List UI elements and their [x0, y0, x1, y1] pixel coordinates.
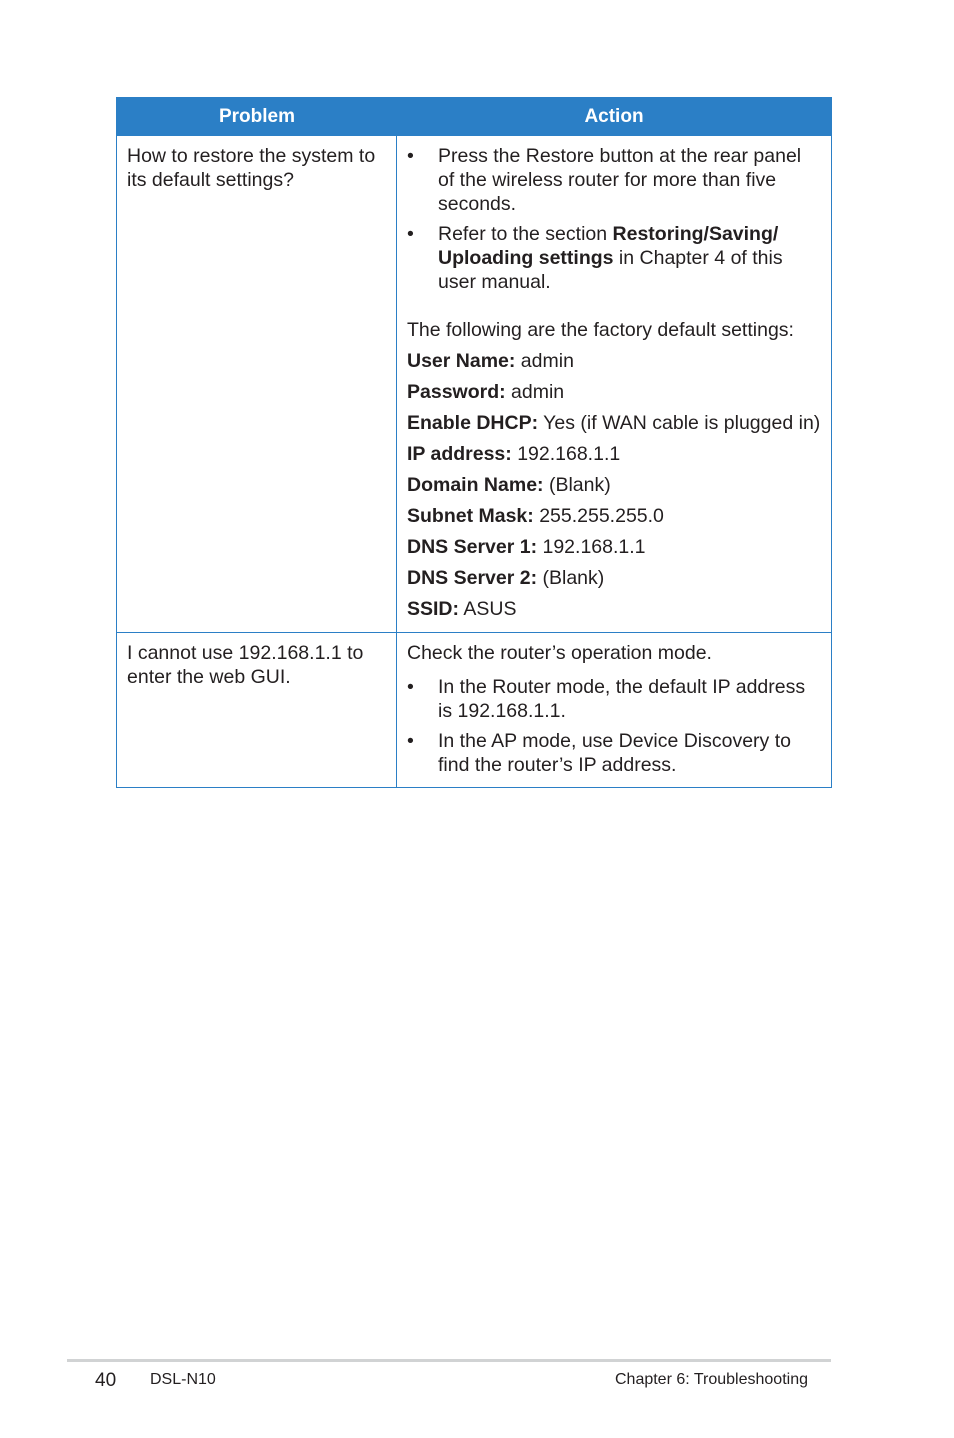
setting-label: Password:	[407, 381, 506, 403]
setting-value: Yes (if WAN cable is plugged in)	[538, 412, 821, 434]
mode-check-intro: Check the router’s operation mode.	[407, 642, 712, 664]
section-reference: Restoring/Saving/ Uploading settings	[438, 223, 779, 269]
setting-ssid	[407, 597, 821, 621]
bullet-mark: •	[407, 223, 414, 245]
setting-label: User Name:	[407, 350, 516, 372]
bullet-item	[407, 222, 821, 294]
bullet-item	[407, 675, 821, 723]
model-name: DSL-N10	[150, 1371, 216, 1388]
setting-value: 255.255.255.0	[533, 505, 664, 527]
setting-label: IP address:	[407, 443, 512, 465]
setting-label: Enable DHCP:	[407, 412, 539, 434]
header-problem: Problem	[218, 105, 296, 127]
table-row	[117, 135, 831, 632]
setting-value: admin	[515, 350, 574, 372]
bullet-item	[407, 729, 821, 777]
chapter-title: Chapter 6: Troubleshooting	[614, 1371, 808, 1388]
table-row	[117, 632, 831, 787]
setting-label: DNS Server 2:	[407, 567, 538, 589]
setting-password	[407, 380, 821, 404]
setting-value: ASUS	[459, 598, 517, 620]
setting-value: admin	[505, 381, 565, 403]
setting-subnet-mask	[407, 504, 821, 528]
table-header	[117, 98, 831, 135]
setting-value: 192.168.1.1	[511, 443, 621, 465]
bullet-mark: •	[407, 730, 414, 752]
bullet-mark: •	[407, 676, 414, 698]
setting-dns-server-2	[407, 566, 821, 590]
page-number: 40	[95, 1370, 117, 1391]
action-cell	[397, 633, 831, 787]
bullet-text-post: in Chapter 4 of this user manual.	[438, 247, 783, 293]
setting-value: 192.168.1.1	[537, 536, 646, 558]
bullet-text: Press the Restore button at the rear panel of the wireless router for more than five seconds.	[438, 145, 802, 215]
setting-domain-name	[407, 473, 821, 497]
defaults-intro: The following are the factory default settings:	[407, 319, 794, 341]
setting-value: (Blank)	[537, 567, 605, 589]
troubleshooting-table	[116, 97, 832, 788]
bullet-text	[438, 222, 821, 294]
problem-cell: How to restore the system to its default settings?	[117, 136, 397, 632]
bullet-text-pre: Refer to the section	[438, 223, 613, 245]
header-action: Action	[584, 105, 644, 127]
bullet-mark: •	[407, 145, 414, 167]
action-cell	[397, 136, 831, 632]
setting-label: Subnet Mask:	[407, 505, 534, 527]
bullet-text: In the Router mode, the default IP address is 192.168.1.1.	[438, 676, 806, 722]
footer-divider	[67, 1359, 831, 1362]
problem-cell: I cannot use 192.168.1.1 to enter the web GUI.	[117, 633, 397, 787]
setting-value: (Blank)	[543, 474, 611, 496]
setting-enable-dhcp	[407, 411, 821, 435]
setting-label: Domain Name:	[407, 474, 544, 496]
bullet-text: In the AP mode, use Device Discovery to find the router’s IP address.	[438, 730, 791, 776]
setting-ip-address	[407, 442, 821, 466]
setting-label: SSID:	[407, 598, 460, 620]
setting-label: DNS Server 1:	[407, 536, 538, 558]
setting-user-name	[407, 349, 821, 373]
setting-dns-server-1	[407, 535, 821, 559]
bullet-item	[407, 144, 821, 216]
